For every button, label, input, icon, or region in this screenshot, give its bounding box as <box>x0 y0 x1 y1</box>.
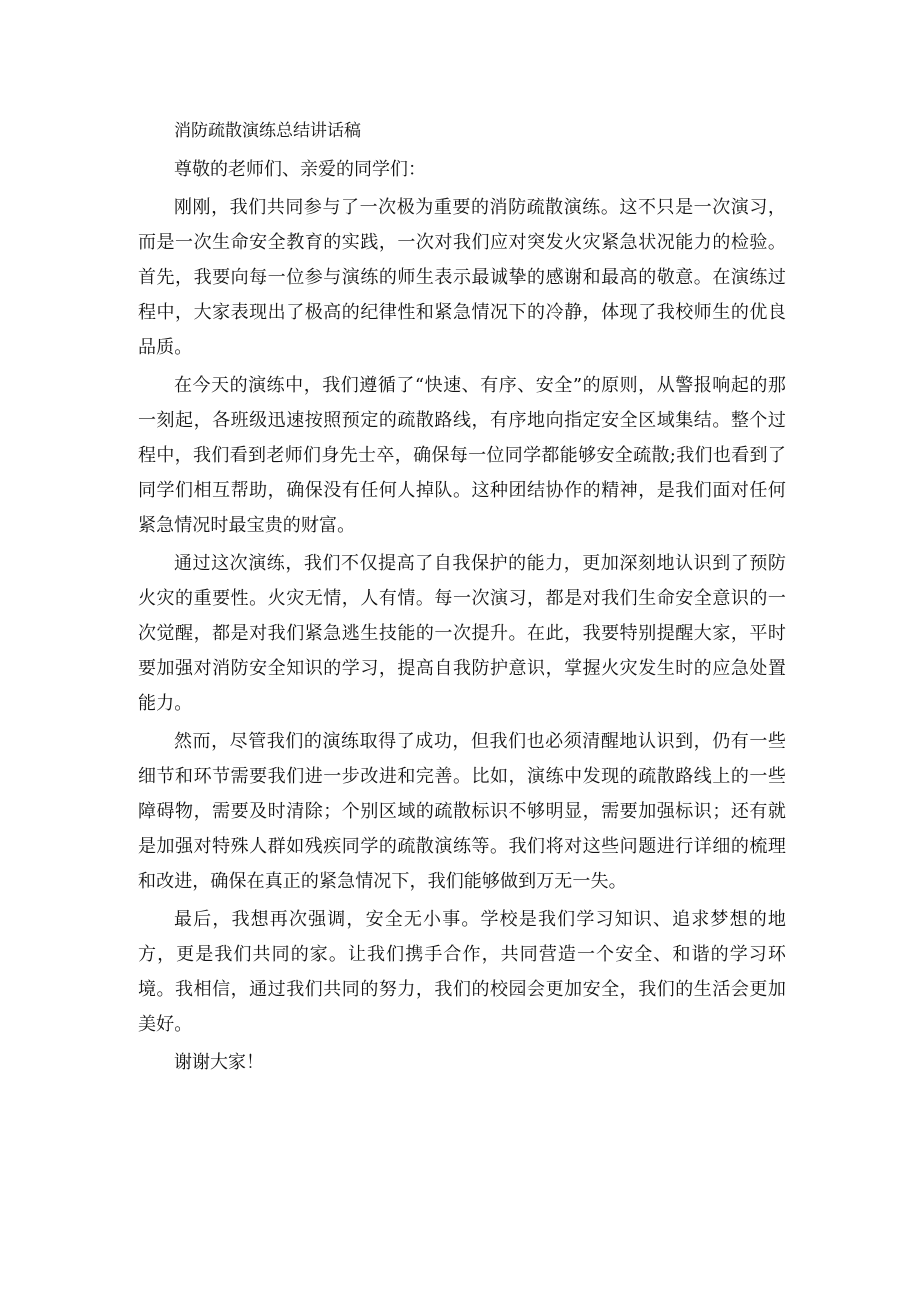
document-body <box>138 114 786 1080</box>
paragraph-5: 最后，我想再次强调，安全无小事。学校是我们学习知识、追求梦想的地方，更是我们共同的家。让我们携手合作，共同营造一个安全、和谐的学习环境。我相信，通过我们共同的努力，我们的校园会更加安全，我们的生活会更加美好。 <box>138 909 786 1035</box>
paragraph-4: 然而，尽管我们的演练取得了成功，但我们也必须清醒地认识到，仍有一些细节和环节需要我们进一步改进和完善。比如，演练中发现的疏散路线上的一些障碍物，需要及时清除；个别区域的疏散标识不够明显，需要加强标识；还有就是加强对特殊人群如残疾同学的疏散演练等。我们将对这些问题进行详细的梳理和改进，确保在真正的紧急情况下，我们能够做到万无一失。 <box>138 731 786 892</box>
document-title: 消防疏散演练总结讲话稿 <box>174 121 361 141</box>
paragraph-3: 通过这次演练，我们不仅提高了自我保护的能力，更加深刻地认识到了预防火灾的重要性。火灾无情，人有情。每一次演习，都是对我们生命安全意识的一次觉醒，都是对我们紧急逃生技能的一次提升。在此，我要特别提醒大家，平时要加强对消防安全知识的学习，提高自我防护意识，掌握火灾发生时的应急处置能力。 <box>138 553 786 714</box>
closing-line: 谢谢大家！ <box>174 1052 264 1073</box>
salutation: 尊敬的老师们、亲爱的同学们： <box>174 159 426 180</box>
paragraph-2: 在今天的演练中，我们遵循了“快速、有序、安全”的原则，从警报响起的那一刻起，各班级迅速按照预定的疏散路线，有序地向指定安全区域集结。整个过程中，我们看到老师们身先士卒，确保每一位同学都能够安全疏散;我们也看到了同学们相互帮助，确保没有任何人掉队。这种团结协作的精神，是我们面对任何紧急情况时最宝贵的财富。 <box>138 375 786 536</box>
paragraph-1: 刚刚，我们共同参与了一次极为重要的消防疏散演练。这不只是一次演习，而是一次生命安全教育的实践，一次对我们应对突发火灾紧急状况能力的检验。首先，我要向每一位参与演练的师生表示最诚挚的感谢和最高的敬意。在演练过程中，大家表现出了极高的纪律性和紧急情况下的冷静，体现了我校师生的优良品质。 <box>138 197 786 358</box>
